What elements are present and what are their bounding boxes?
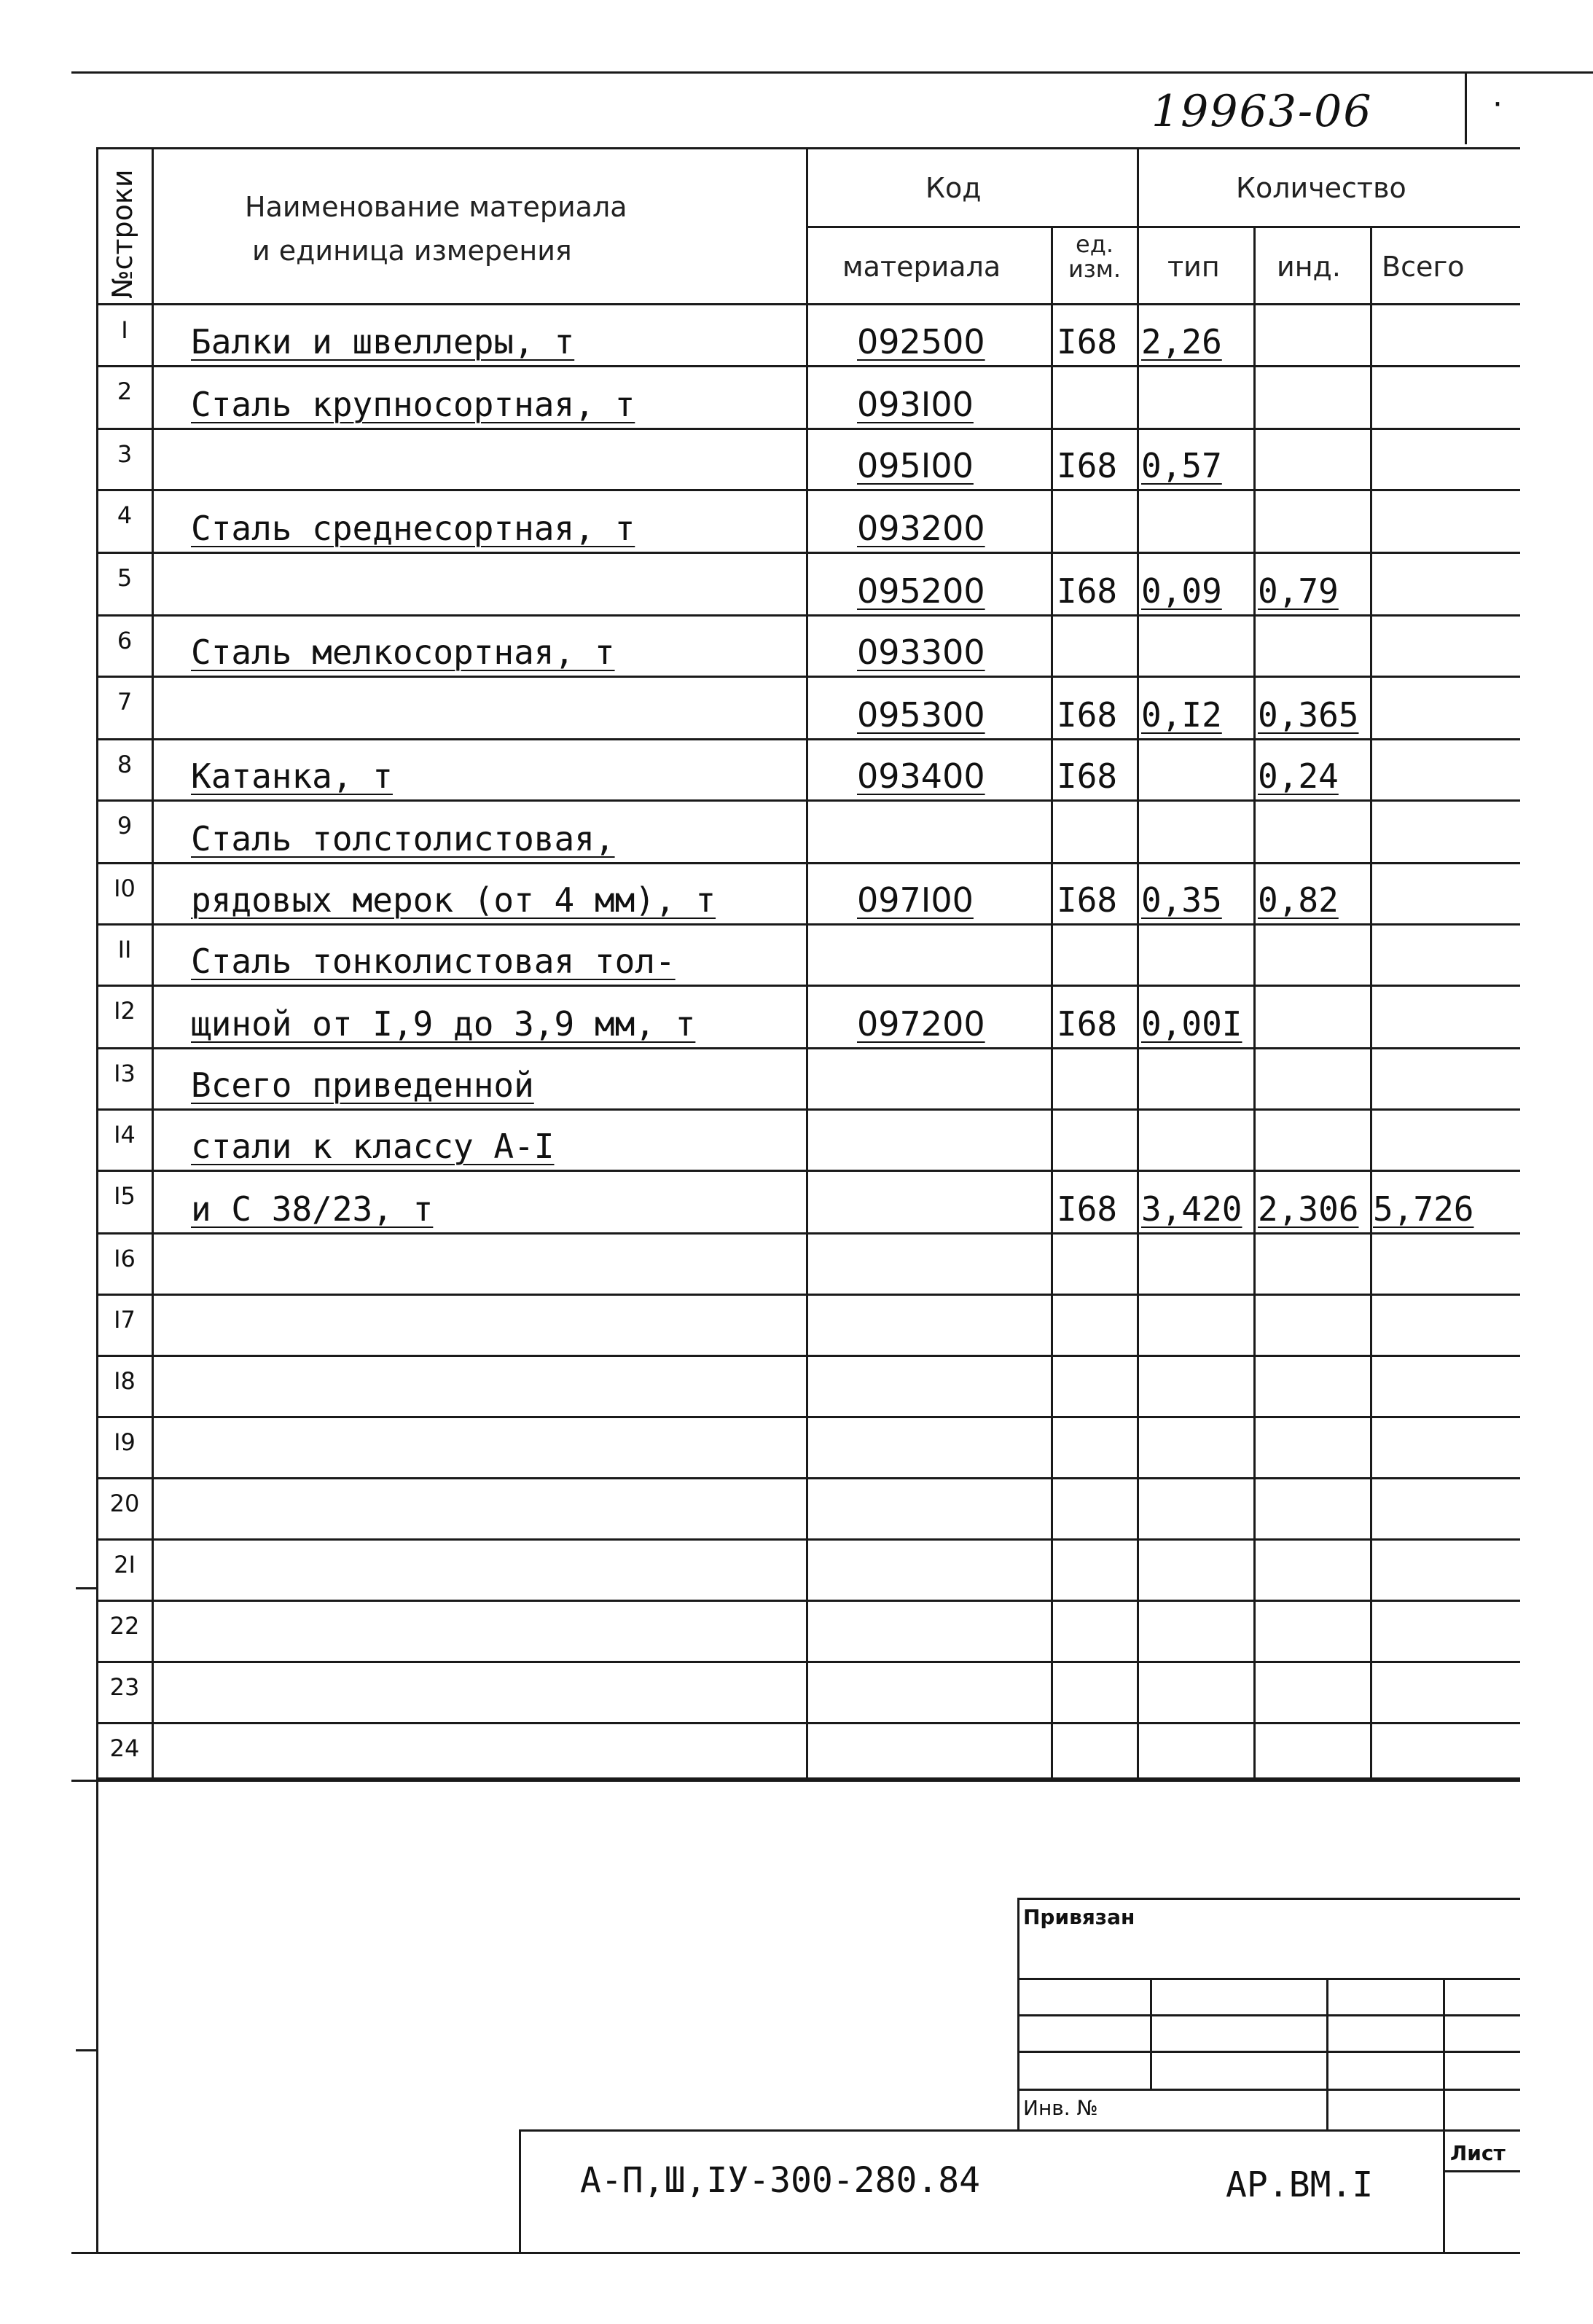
material-code: 095200 <box>857 571 985 611</box>
row-number: 3 <box>117 440 133 468</box>
material-name: рядовых мерок (от 4 мм), т <box>191 880 716 920</box>
row-number: 8 <box>117 751 133 778</box>
code-unit-header-line2: изм. <box>1068 255 1122 283</box>
unit-code: I68 <box>1057 322 1118 361</box>
name-header-line2: и единица измерения <box>252 235 572 267</box>
stamp-col-3 <box>1443 1978 1445 2252</box>
qty-total-header: Всего <box>1382 251 1465 283</box>
material-code: 097200 <box>857 1004 985 1044</box>
material-name: Сталь толстолистовая, <box>191 819 615 858</box>
frame-bottom-line <box>71 2252 1520 2254</box>
row-number: 20 <box>109 1490 140 1517</box>
material-name: стали к классу А-I <box>191 1127 555 1166</box>
table-top-line <box>96 147 1520 149</box>
table-row <box>0 1235 1593 1296</box>
code-unit-header <box>1054 232 1135 281</box>
top-border-line <box>71 71 1593 74</box>
qty-type: 0,I2 <box>1141 695 1222 735</box>
table-row <box>0 926 1593 987</box>
qty-ind: 0,365 <box>1258 695 1359 735</box>
code-group-header: Код <box>925 172 982 204</box>
qty-group-header: Количество <box>1236 172 1406 204</box>
qty-ind: 0,79 <box>1258 571 1339 611</box>
row-number-header: №строки <box>106 169 138 299</box>
table-row <box>0 491 1593 554</box>
unit-code: I68 <box>1057 1189 1118 1229</box>
stamp-top-line <box>1017 1898 1520 1900</box>
document-number: 19963-06 <box>1151 86 1373 137</box>
row-number: 2I <box>114 1551 136 1578</box>
material-name: Сталь мелкосортная, т <box>191 633 615 672</box>
material-code: 093400 <box>857 756 985 796</box>
title-block-top-line <box>519 2129 1520 2132</box>
row-number: I <box>121 316 128 344</box>
row-number: 2 <box>117 377 133 405</box>
table-row <box>0 1296 1593 1357</box>
frame-left-border <box>96 1780 98 2253</box>
row-number: 24 <box>109 1734 140 1762</box>
code-unit-header-line1: ед. <box>1076 230 1113 258</box>
table-row <box>0 1357 1593 1418</box>
material-name: Балки и швеллеры, т <box>191 322 575 361</box>
sheet-cell-line <box>1443 2170 1520 2172</box>
row-number: I3 <box>114 1060 136 1087</box>
table-row <box>0 1049 1593 1111</box>
material-code: 093I00 <box>857 385 974 424</box>
row-number: I2 <box>114 997 136 1025</box>
qty-ind: 0,24 <box>1258 756 1339 796</box>
row-number: I4 <box>114 1121 136 1149</box>
material-code: 093200 <box>857 509 985 548</box>
table-row <box>0 306 1593 367</box>
qty-type: 2,26 <box>1141 322 1222 361</box>
qty-ind-header: инд. <box>1277 251 1341 283</box>
row-number: 7 <box>117 688 133 716</box>
row-number: II <box>117 936 132 963</box>
stamp-col-1 <box>1150 1978 1152 2089</box>
qty-type-header: тип <box>1167 251 1220 283</box>
table-row <box>0 678 1593 740</box>
row-number: I8 <box>114 1367 136 1395</box>
material-name: и С 38/23, т <box>191 1189 434 1229</box>
unit-code: I68 <box>1057 571 1118 611</box>
row-number: 23 <box>109 1673 140 1701</box>
page-edge-mark: · <box>1492 86 1503 123</box>
unit-code: I68 <box>1057 1004 1118 1044</box>
top-right-divider <box>1465 71 1467 144</box>
material-name: Сталь среднесортная, т <box>191 509 635 548</box>
material-name: Всего приведенной <box>191 1065 534 1105</box>
qty-type: 0,57 <box>1141 446 1222 485</box>
table-row <box>0 1541 1593 1602</box>
sheet-label: Лист <box>1450 2141 1506 2165</box>
inv-label: Инв. № <box>1023 2096 1098 2120</box>
material-code: 095300 <box>857 695 985 735</box>
table-row <box>0 740 1593 802</box>
material-code: 093300 <box>857 633 985 672</box>
row-number: 4 <box>117 501 133 529</box>
table-row <box>0 864 1593 926</box>
margin-tick-2 <box>76 2049 98 2051</box>
material-name: Сталь крупносортная, т <box>191 385 635 424</box>
table-row <box>0 367 1593 430</box>
unit-code: I68 <box>1057 695 1118 735</box>
material-name: Катанка, т <box>191 756 393 796</box>
row-number: I7 <box>114 1306 136 1334</box>
row-number: 9 <box>117 812 133 840</box>
subheader-line <box>806 226 1520 228</box>
qty-ind: 2,306 <box>1258 1189 1359 1229</box>
table-row <box>0 1663 1593 1724</box>
row-number: I5 <box>114 1182 136 1210</box>
material-name: Сталь тонколистовая тол- <box>191 942 676 981</box>
unit-code: I68 <box>1057 880 1118 920</box>
name-header-line1: Наименование материала <box>245 191 627 223</box>
qty-type: 3,420 <box>1141 1189 1242 1229</box>
header-bottom-line <box>96 303 1520 305</box>
table-row <box>0 802 1593 864</box>
table-row <box>0 1602 1593 1663</box>
row-number: 22 <box>109 1612 140 1640</box>
qty-type: 0,09 <box>1141 571 1222 611</box>
code-material-header: материала <box>842 251 1001 283</box>
project-code: А-П,Ш,IУ-300-280.84 <box>580 2160 981 2201</box>
row-number: I9 <box>114 1428 136 1456</box>
table-row <box>0 1172 1593 1235</box>
table-row <box>0 430 1593 491</box>
material-code: 095I00 <box>857 446 974 485</box>
row-number: 6 <box>117 627 133 654</box>
stamp-col-2 <box>1326 1978 1328 2131</box>
table-row <box>0 554 1593 617</box>
material-code: 097I00 <box>857 880 974 920</box>
qty-type: 0,00I <box>1141 1004 1242 1044</box>
qty-type: 0,35 <box>1141 880 1222 920</box>
table-row <box>0 617 1593 678</box>
table-row <box>0 1111 1593 1172</box>
material-code: 092500 <box>857 322 985 361</box>
table-bottom-line <box>71 1780 1520 1782</box>
table-row <box>0 1724 1593 1780</box>
qty-ind: 0,82 <box>1258 880 1339 920</box>
table-row <box>0 1418 1593 1479</box>
unit-code: I68 <box>1057 446 1118 485</box>
table-row <box>0 1479 1593 1541</box>
bound-label: Привязан <box>1023 1905 1135 1929</box>
table-row <box>0 987 1593 1049</box>
qty-total: 5,726 <box>1373 1189 1474 1229</box>
row-number: I0 <box>114 875 136 902</box>
title-block-left-line <box>519 2129 521 2253</box>
material-name: щиной от I,9 до 3,9 мм, т <box>191 1004 696 1044</box>
sheet-code: АР.ВМ.I <box>1226 2164 1374 2205</box>
row-number: 5 <box>117 564 133 592</box>
unit-code: I68 <box>1057 756 1118 796</box>
row-number: I6 <box>114 1245 136 1272</box>
margin-tick-1 <box>76 1587 98 1589</box>
